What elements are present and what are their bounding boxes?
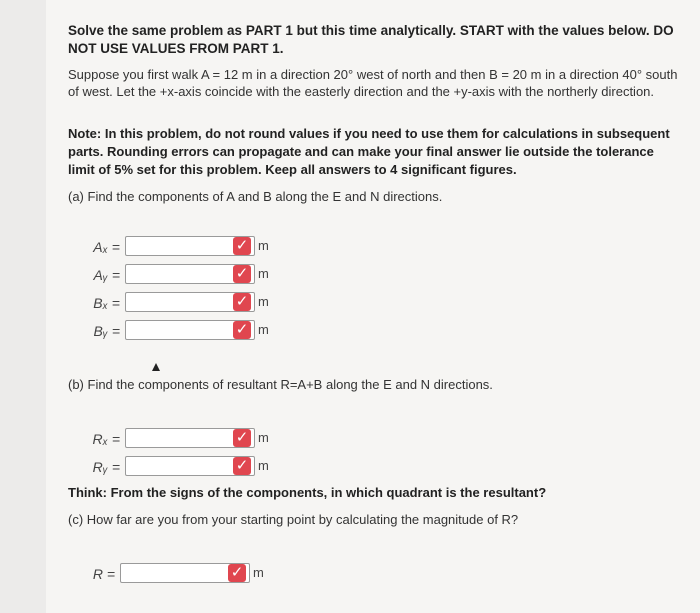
bx-check-icon: ✓: [233, 293, 251, 311]
rx-label: Rₓ =: [92, 431, 120, 447]
rx-unit: m: [258, 430, 269, 445]
ay-check-icon: ✓: [233, 265, 251, 283]
by-label: Bᵧ =: [93, 323, 120, 339]
bx-row: [80, 292, 280, 314]
mouse-cursor-icon: [152, 363, 160, 371]
ry-unit: m: [258, 458, 269, 473]
r-unit: m: [253, 565, 264, 580]
problem-text: Suppose you first walk A = 12 m in a direction 20° west of north and then B = 20 m in a direction 40° south of west. Let the +x-axis coincide with the easterly direction and the +y-axis with the northerly direction.: [68, 67, 678, 99]
ax-row: [80, 236, 280, 258]
rx-row: [80, 428, 280, 450]
ay-unit: m: [258, 266, 269, 281]
bx-unit: m: [258, 294, 269, 309]
rounding-note: Note: In this problem, do not round values if you need to use them for calculations in subsequent parts. Rounding errors can propagate and can make your final answer lie outside the tolerance limit of 5% set for this problem. Keep all answers to 4 significant figures.: [68, 126, 670, 177]
ry-check-icon: ✓: [233, 457, 251, 475]
by-check-icon: ✓: [233, 321, 251, 339]
rx-check-icon: ✓: [233, 429, 251, 447]
r-check-icon: ✓: [228, 564, 246, 582]
ry-row: [80, 456, 280, 478]
ax-unit: m: [258, 238, 269, 253]
ry-label: Rᵧ =: [92, 459, 120, 475]
ax-check-icon: ✓: [233, 237, 251, 255]
by-unit: m: [258, 322, 269, 337]
ax-label: Aₓ =: [93, 239, 120, 255]
part-b-question: (b) Find the components of resultant R=A+B along the E and N directions.: [68, 377, 493, 392]
ay-label: Aᵧ =: [93, 267, 120, 283]
r-row: [75, 563, 275, 585]
bx-label: Bₓ =: [93, 295, 120, 311]
r-label: R =: [92, 566, 115, 582]
part-a-question: (a) Find the components of A and B along the E and N directions.: [68, 189, 443, 204]
problem-heading: Solve the same problem as PART 1 but this time analytically. START with the values below. DO NOT USE VALUES FROM PART 1.: [68, 23, 674, 56]
part-c-question: (c) How far are you from your starting point by calculating the magnitude of R?: [68, 512, 519, 527]
ay-row: [80, 264, 280, 286]
think-prompt: Think: From the signs of the components, in which quadrant is the resultant?: [68, 485, 547, 500]
by-row: [80, 320, 280, 342]
